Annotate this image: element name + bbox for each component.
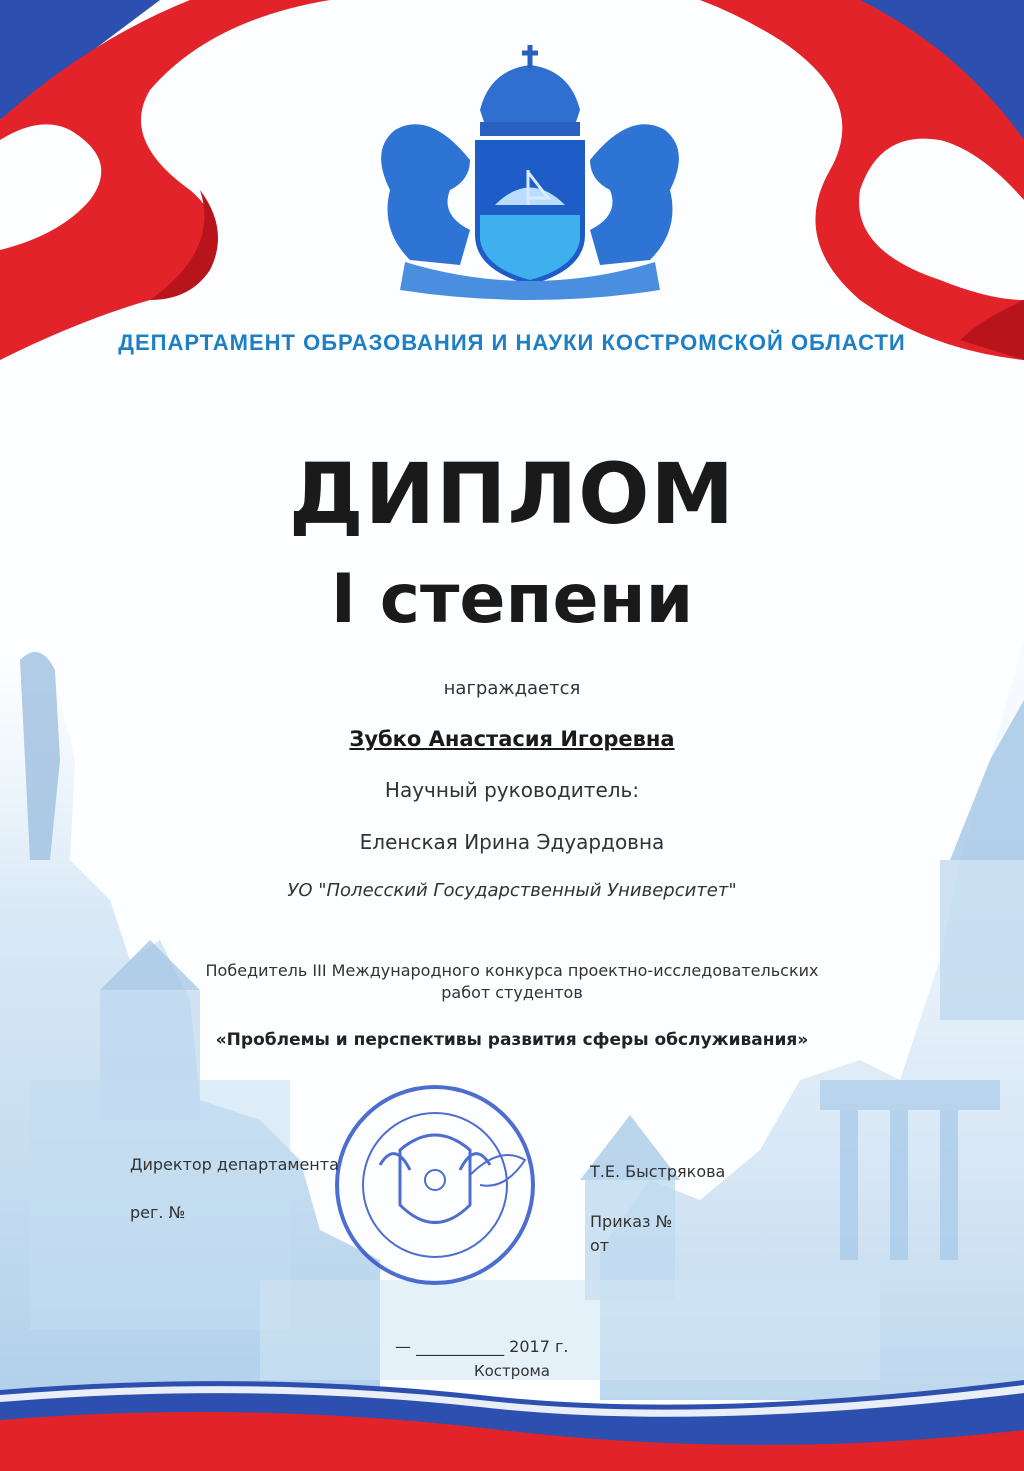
reg-number-label: рег. № bbox=[130, 1203, 186, 1222]
supervisor-name: Еленская Ирина Эдуардовна bbox=[359, 830, 665, 854]
winner-text bbox=[0, 960, 1024, 1004]
recipient-name: Зубко Анастасия Игоревна bbox=[349, 727, 675, 751]
director-name: Т.Е. Быстрякова bbox=[590, 1162, 726, 1181]
diploma-title: ДИПЛОМ bbox=[288, 445, 736, 543]
coat-of-arms bbox=[381, 45, 679, 300]
order-date-label: от bbox=[590, 1236, 610, 1255]
winner-line-1: Победитель III Международного конкурса проектно-исследовательских bbox=[205, 961, 819, 980]
department-name: ДЕПАРТАМЕНТ ОБРАЗОВАНИЯ И НАУКИ КОСТРОМСКОЙ ОБЛАСТИ bbox=[118, 330, 906, 355]
official-stamp bbox=[337, 1087, 533, 1283]
supervisor-label: Научный руководитель: bbox=[384, 778, 640, 802]
winner-line-2: работ студентов bbox=[441, 983, 583, 1002]
director-label: Директор департамента bbox=[130, 1155, 339, 1174]
competition-theme: «Проблемы и перспективы развития сферы обслуживания» bbox=[215, 1030, 809, 1050]
awarded-label: награждается bbox=[443, 678, 581, 699]
diploma-degree: I степени bbox=[330, 560, 694, 639]
date-line: — ___________ 2017 г. bbox=[395, 1337, 569, 1356]
city-name: Кострома bbox=[473, 1362, 551, 1380]
order-label: Приказ № bbox=[590, 1212, 673, 1231]
organization-name: УО "Полесский Государственный Университет" bbox=[287, 880, 737, 901]
